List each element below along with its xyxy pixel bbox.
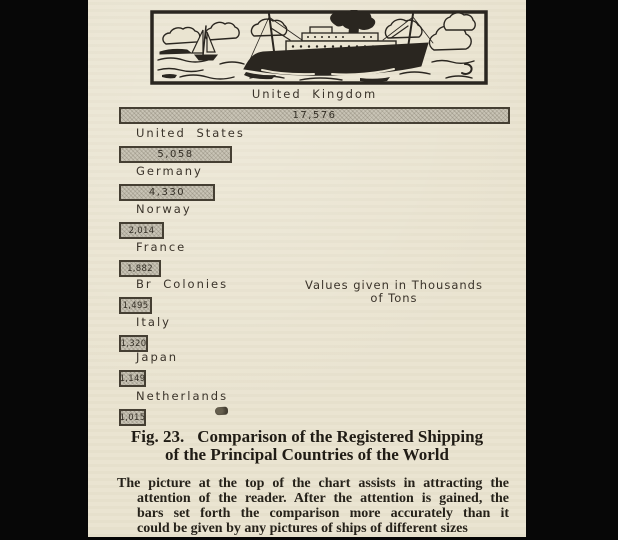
bar-value-label: 1,320	[120, 338, 147, 349]
bar-country-label: Norway	[136, 202, 192, 216]
caption-title-part2: of the Principal Countries of the World	[165, 444, 449, 464]
scan-border-left	[0, 0, 88, 540]
bar-country-label: France	[136, 240, 187, 254]
ink-smudge-artifact	[215, 407, 229, 416]
bar-country-label: Italy	[136, 315, 171, 329]
figure-caption	[98, 428, 516, 463]
bar	[119, 297, 152, 314]
body-line-3: bars set forth the comparison more accurately than it	[137, 506, 509, 521]
bar	[119, 370, 146, 387]
body-line-4: could be given by any pictures of ships of different sizes	[137, 521, 468, 536]
body-line-2: attention of the reader. After the attention is gained, the	[137, 491, 509, 506]
bar-country-label: United Kingdom	[251, 87, 378, 101]
bar-value-label: 1,015	[119, 412, 146, 423]
bar-country-label: Germany	[136, 164, 203, 178]
bar-country-label: United States	[136, 126, 245, 140]
annotation-line-1: Values given in Thousands	[305, 278, 483, 292]
bar-value-label: 2,014	[128, 225, 155, 236]
bar	[119, 184, 215, 201]
bar-value-label: 5,058	[157, 149, 194, 160]
bar-country-label: Japan	[136, 350, 179, 364]
caption-line-1	[98, 428, 516, 446]
bar	[119, 222, 164, 239]
caption-title-part1: Comparison of the Registered Shipping	[197, 427, 484, 446]
figure-number: Fig. 23.	[130, 427, 185, 446]
chart-annotation	[282, 279, 506, 305]
scan-border-right	[526, 0, 618, 540]
shore	[160, 49, 191, 54]
bar-value-label: 4,330	[148, 187, 186, 198]
funnel	[349, 20, 359, 34]
book-page	[88, 0, 526, 537]
bar-value-label: 1,149	[119, 373, 146, 384]
bar-country-label: Br Colonies	[136, 277, 229, 291]
bar-value-label: 1,882	[127, 263, 153, 274]
bar-value-label: 1,495	[122, 300, 149, 311]
body-paragraph	[117, 476, 509, 536]
body-line-1: The picture at the top of the chart assists in attracting the	[117, 476, 509, 491]
bar-value-label: 17,576	[292, 110, 337, 121]
bar	[119, 260, 161, 277]
bar	[119, 146, 232, 163]
hull	[244, 43, 428, 75]
annotation-line-2: of Tons	[370, 291, 418, 305]
bar-country-label: Netherlands	[136, 389, 229, 403]
bar	[119, 409, 146, 426]
bar	[119, 107, 510, 124]
ship-woodcut-illustration	[150, 10, 488, 85]
